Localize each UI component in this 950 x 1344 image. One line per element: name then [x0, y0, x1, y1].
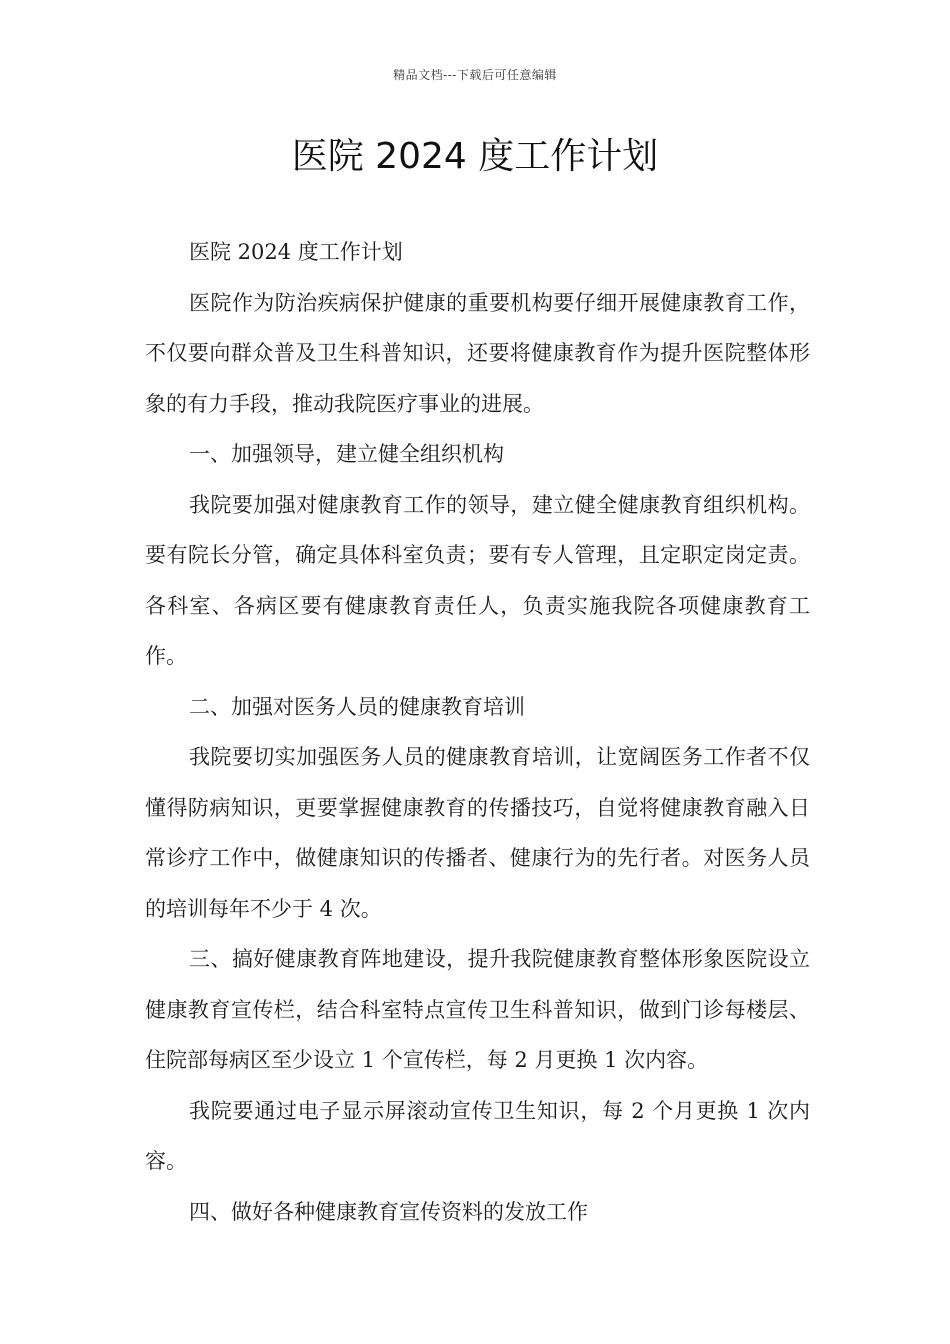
document-title: 医院 2024 度工作计划 — [291, 136, 659, 177]
section-3-paragraph: 三、搞好健康教育阵地建设，提升我院健康教育整体形象医院设立健康教育宣传栏，结合科室特点宣传卫生科普知识，做到门诊每楼层、住院部每病区至少设立 1 个宣传栏，每 2 月更换 1 次内容。 — [145, 947, 810, 1072]
header-note: 精品文档---下载后可任意编辑 — [393, 68, 557, 82]
section-2-paragraph: 我院要切实加强医务人员的健康教育培训，让宽阔医务工作者不仅懂得防病知识，更要掌握健康教育的传播技巧，自觉将健康教育融入日常诊疗工作中，做健康知识的传播者、健康行为的先行者。对医务人员的培训每年不少于 4 次。 — [145, 745, 810, 921]
body-subtitle: 医院 2024 度工作计划 — [189, 240, 403, 264]
section-heading-2: 二、加强对医务人员的健康教育培训 — [189, 694, 525, 719]
document-body — [145, 227, 810, 1237]
section-heading-1: 一、加强领导，建立健全组织机构 — [189, 442, 504, 466]
section-3-paragraph-2: 我院要通过电子显示屏滚动宣传卫生知识，每 2 个月更换 1 次内容。 — [145, 1098, 810, 1173]
section-heading-4: 四、做好各种健康教育宣传资料的发放工作 — [189, 1199, 588, 1224]
intro-paragraph: 医院作为防治疾病保护健康的重要机构要仔细开展健康教育工作，不仅要向群众普及卫生科普知识，还要将健康教育作为提升医院整体形象的有力手段，推动我院医疗事业的进展。 — [145, 290, 810, 416]
section-1-paragraph: 我院要加强对健康教育工作的领导，建立健全健康教育组织机构。要有院长分管，确定具体科室负责；要有专人管理，且定职定岗定责。各科室、各病区要有健康教育责任人，负责实施我院各项健康教育工作。 — [145, 492, 810, 668]
